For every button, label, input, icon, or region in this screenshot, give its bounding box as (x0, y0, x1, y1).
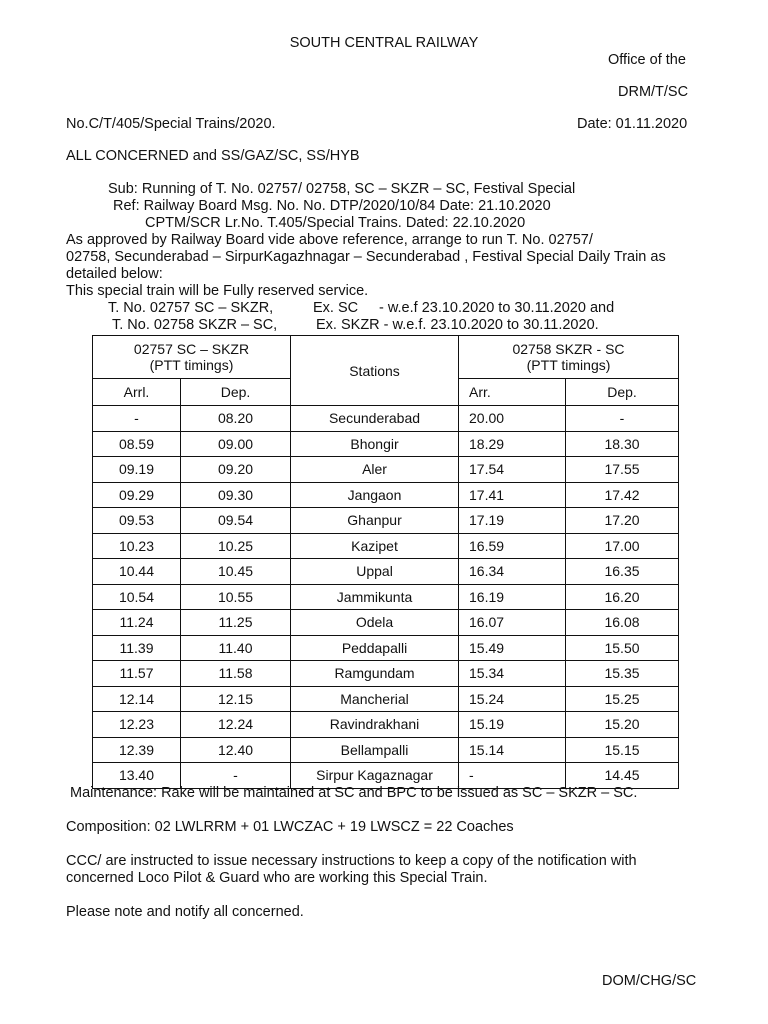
table-row (93, 584, 679, 610)
table-row (93, 635, 679, 661)
reference-number: No.C/T/405/Special Trains/2020. (66, 116, 276, 132)
railway-title: SOUTH CENTRAL RAILWAY (289, 35, 479, 51)
up-arrival-cell: 12.23 (93, 712, 181, 738)
station-cell: Odela (291, 610, 459, 636)
stations-header: Stations (291, 336, 459, 406)
down-arrival-cell: 16.07 (459, 610, 566, 636)
down-departure-cell: 15.20 (566, 712, 679, 738)
timetable (92, 335, 679, 789)
train1-origin: Ex. SC (313, 300, 359, 316)
up-arrival-cell: 11.57 (93, 661, 181, 687)
office-line2: DRM/T/SC (618, 84, 689, 100)
down-arrival-cell: 18.29 (459, 431, 566, 457)
down-departure-cell: 16.20 (566, 584, 679, 610)
up-arrival-cell: 09.19 (93, 457, 181, 483)
up-departure-cell: 10.45 (181, 559, 291, 585)
approval-para-line2: 02758, Secunderabad – SirpurKagazhnagar – Secunderabad , Festival Special Daily Train as (66, 249, 666, 265)
table-row (93, 406, 679, 432)
up-departure-cell: 09.30 (181, 482, 291, 508)
station-cell: Jammikunta (291, 584, 459, 610)
down-departure-cell: 16.35 (566, 559, 679, 585)
up-departure-cell: 12.40 (181, 737, 291, 763)
letter-date: Date: 01.11.2020 (577, 116, 688, 132)
up-departure-header: Dep. (181, 379, 291, 406)
station-cell: Uppal (291, 559, 459, 585)
station-cell: Mancherial (291, 686, 459, 712)
up-arrival-cell: 12.39 (93, 737, 181, 763)
station-cell: Secunderabad (291, 406, 459, 432)
down-departure-cell: 15.50 (566, 635, 679, 661)
down-arrival-cell: - (459, 763, 566, 789)
table-row (93, 457, 679, 483)
down-arrival-cell: 16.19 (459, 584, 566, 610)
down-arrival-header: Arr. (459, 379, 566, 406)
down-arrival-cell: 15.34 (459, 661, 566, 687)
down-departure-cell: 17.42 (566, 482, 679, 508)
up-departure-cell: 09.00 (181, 431, 291, 457)
station-cell: Ravindrakhani (291, 712, 459, 738)
down-departure-cell: 18.30 (566, 431, 679, 457)
table-row (93, 482, 679, 508)
up-arrival-cell: 08.59 (93, 431, 181, 457)
train2-validity: Ex. SKZR - w.e.f. 23.10.2020 to 30.11.2020. (316, 317, 599, 333)
station-cell: Peddapalli (291, 635, 459, 661)
station-cell: Sirpur Kagaznagar (291, 763, 459, 789)
up-departure-cell: 11.58 (181, 661, 291, 687)
table-row (93, 508, 679, 534)
table-row (93, 533, 679, 559)
up-departure-cell: 12.24 (181, 712, 291, 738)
up-train-header: 02757 SC – SKZR (PTT timings) (93, 336, 291, 379)
table-row (93, 737, 679, 763)
addressee: ALL CONCERNED and SS/GAZ/SC, SS/HYB (66, 148, 360, 164)
down-departure-cell: 15.35 (566, 661, 679, 687)
table-row (93, 610, 679, 636)
reference-line1: Ref: Railway Board Msg. No. No. DTP/2020/10/84 Date: 21.10.2020 (113, 198, 551, 214)
station-cell: Ramgundam (291, 661, 459, 687)
signoff: DOM/CHG/SC (602, 973, 697, 989)
down-departure-cell: 15.15 (566, 737, 679, 763)
office-line1: Office of the (608, 52, 686, 68)
up-arrival-cell: 09.53 (93, 508, 181, 534)
station-cell: Jangaon (291, 482, 459, 508)
up-arrival-cell: 11.39 (93, 635, 181, 661)
maintenance-note: Maintenance: Rake will be maintained at SC and BPC to be issued as SC – SKZR – SC. (70, 785, 638, 801)
up-arrival-cell: 11.24 (93, 610, 181, 636)
up-arrival-cell: 12.14 (93, 686, 181, 712)
down-departure-cell: 17.00 (566, 533, 679, 559)
train2-number: T. No. 02758 SKZR – SC, (112, 317, 278, 333)
down-arrival-cell: 15.49 (459, 635, 566, 661)
up-departure-cell: 11.25 (181, 610, 291, 636)
up-departure-cell: 09.54 (181, 508, 291, 534)
ccc-instruction-line2: concerned Loco Pilot & Guard who are working this Special Train. (66, 870, 488, 886)
train1-number: T. No. 02757 SC – SKZR, (108, 300, 274, 316)
down-train-header: 02758 SKZR - SC (PTT timings) (459, 336, 679, 379)
up-arrival-header: Arrl. (93, 379, 181, 406)
station-cell: Bhongir (291, 431, 459, 457)
down-arrival-cell: 17.54 (459, 457, 566, 483)
ccc-instruction-line1: CCC/ are instructed to issue necessary instructions to keep a copy of the notification with (66, 853, 637, 869)
table-row (93, 686, 679, 712)
down-arrival-cell: 20.00 (459, 406, 566, 432)
table-row (93, 431, 679, 457)
down-departure-cell: 17.55 (566, 457, 679, 483)
station-cell: Ghanpur (291, 508, 459, 534)
up-arrival-cell: 10.44 (93, 559, 181, 585)
up-departure-cell: - (181, 763, 291, 789)
reference-line2: CPTM/SCR Lr.No. T.405/Special Trains. Dated: 22.10.2020 (145, 215, 526, 231)
down-departure-cell: 16.08 (566, 610, 679, 636)
up-arrival-cell: 13.40 (93, 763, 181, 789)
up-departure-cell: 10.25 (181, 533, 291, 559)
up-arrival-cell: 09.29 (93, 482, 181, 508)
table-row (93, 712, 679, 738)
up-departure-cell: 12.15 (181, 686, 291, 712)
down-arrival-cell: 16.34 (459, 559, 566, 585)
down-arrival-cell: 16.59 (459, 533, 566, 559)
station-cell: Bellampalli (291, 737, 459, 763)
up-departure-cell: 08.20 (181, 406, 291, 432)
station-cell: Kazipet (291, 533, 459, 559)
down-departure-cell: 17.20 (566, 508, 679, 534)
up-arrival-cell: 10.23 (93, 533, 181, 559)
down-arrival-cell: 17.41 (459, 482, 566, 508)
train1-validity: - w.e.f 23.10.2020 to 30.11.2020 and (379, 300, 615, 316)
down-arrival-cell: 15.24 (459, 686, 566, 712)
reserved-service-note: This special train will be Fully reserved service. (66, 283, 369, 299)
up-departure-cell: 11.40 (181, 635, 291, 661)
down-departure-cell: 14.45 (566, 763, 679, 789)
approval-para-line3: detailed below: (66, 266, 163, 282)
subject-line: Sub: Running of T. No. 02757/ 02758, SC – SKZR – SC, Festival Special (108, 181, 576, 197)
up-departure-cell: 10.55 (181, 584, 291, 610)
station-cell: Aler (291, 457, 459, 483)
down-arrival-cell: 15.14 (459, 737, 566, 763)
up-arrival-cell: 10.54 (93, 584, 181, 610)
closing-note: Please note and notify all concerned. (66, 904, 304, 920)
table-row (93, 661, 679, 687)
up-arrival-cell: - (93, 406, 181, 432)
down-departure-cell: - (566, 406, 679, 432)
composition-note: Composition: 02 LWLRRM + 01 LWCZAC + 19 LWSCZ = 22 Coaches (66, 819, 514, 835)
down-departure-cell: 15.25 (566, 686, 679, 712)
down-arrival-cell: 17.19 (459, 508, 566, 534)
approval-para-line1: As approved by Railway Board vide above reference, arrange to run T. No. 02757/ (66, 232, 593, 248)
table-row (93, 559, 679, 585)
down-arrival-cell: 15.19 (459, 712, 566, 738)
down-departure-header: Dep. (566, 379, 679, 406)
up-departure-cell: 09.20 (181, 457, 291, 483)
